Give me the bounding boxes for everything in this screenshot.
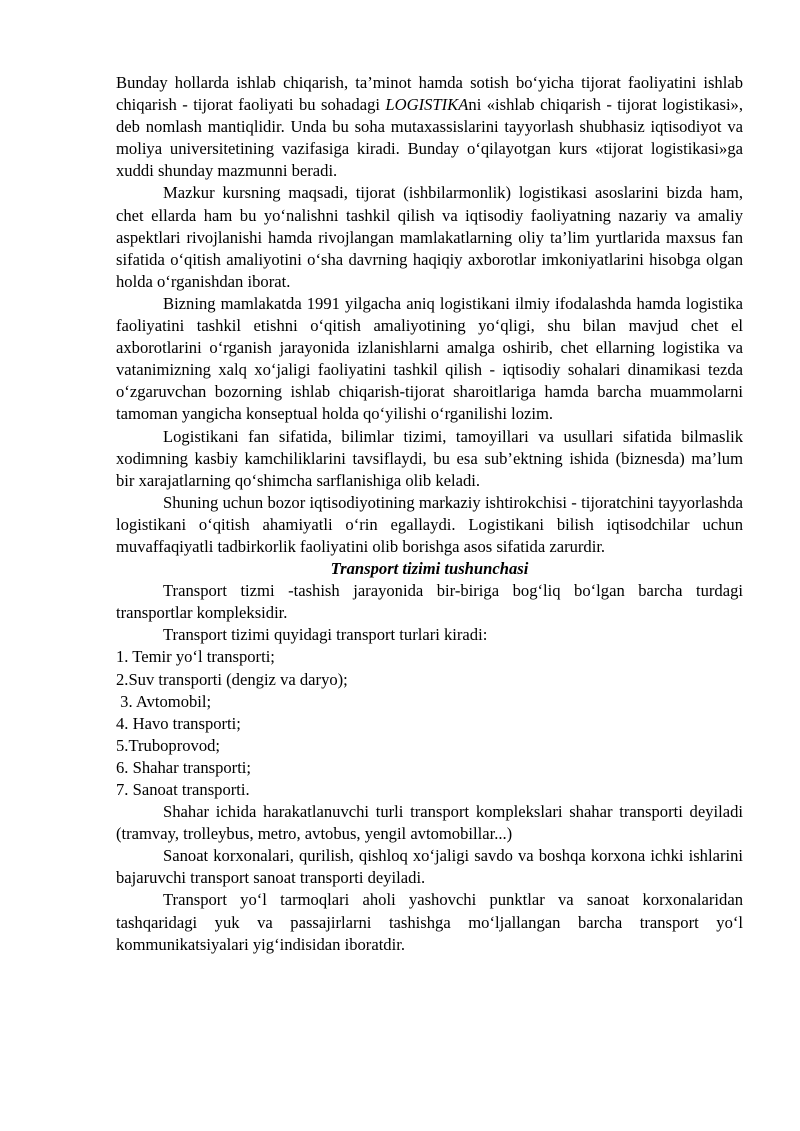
list-item: 6. Shahar transporti; (116, 757, 252, 777)
list-item: 3. Avtomobil; (116, 691, 212, 711)
paragraph-history: Bizning mamlakatda 1991 yilgacha aniq logistikani ilmiy ifodalashda hamda logistika faoliyatini tashkil etishni o‘qitish amaliyotining yo‘qligi, shu bilan mavjud chet el axborotlarini o‘rganish jarayonida izlanishlarni amalga oshirib, chet ellarning logistika va vatanimizning xalq xo‘jaligi faoliyatini tashkil qilish - iqtisodiy sohalari dinamikasi tezda o‘zgaruvchan bozorning ishlab chiqarish-tijorat sharoitlariga hamda barcha muammolarni tamoman yangicha konseptual holda qo‘yilishi o‘rganilishi lozim. (116, 293, 743, 424)
paragraph-transport-types-intro: Transport tizimi quyidagi transport turlari kiradi: (163, 625, 488, 645)
paragraph-road-networks: Transport yo‘l tarmoqlari aholi yashovchi punktlar va sanoat korxonalaridan tashqaridagi yuk va passajirlarni tashishga mo‘ljallangan barcha transport yo‘l kommunikatsiyalari yig‘indisidan iboratdir. (116, 890, 743, 954)
paragraph-industrial-transport: Sanoat korxonalari, qurilish, qishloq xo‘jaligi savdo va boshqa korxona ichki ishlarini bajaruvchi transport sanoat transporti deyiladi. (116, 846, 743, 888)
paragraph-intro (116, 72, 743, 182)
list-item: 7. Sanoat transporti. (116, 780, 250, 799)
logistika-term: LOGISTIKA (385, 95, 469, 115)
paragraph-city-transport: Shahar ichida harakatlanuvchi turli transport komplekslari shahar transporti deyiladi (tramvay, trolleybus, metro, avtobus, yengil avtomobillar...) (116, 802, 743, 844)
transport-list (116, 646, 743, 801)
section-heading: Transport tizimi tushunchasi (330, 559, 529, 579)
paragraph-transport-definition: Transport tizmi -tashish jarayonida bir-biriga bog‘liq bo‘lgan barcha turdagi transportlar kompleksidir. (116, 581, 743, 623)
paragraph-intro-start: Bunday hollarda ishlab chiqarish, ta’minot hamda sotish bo‘yicha tijorat faoliyatini ishlab chiqarish - tijorat faoliyati bu sohadagi (116, 73, 743, 115)
list-item: 4. Havo transporti; (116, 713, 241, 733)
list-item: 5.Truboprovod; (116, 735, 221, 755)
list-item: 1. Temir yo‘l transporti; (116, 647, 275, 667)
list-item: 2.Suv transporti (dengiz va daryo); (116, 669, 348, 689)
paragraph-importance: Shuning uchun bozor iqtisodiyotining markaziy ishtirokchisi - tijoratchini tayyorlashda logistikani o‘qitish ahamiyatli o‘rin egallaydi. Logistikani bilish iqtisodchilar uchun muvaffaqiyatli tadbirkorlik faoliyatini olib borishga asos sifatida zarurdir. (116, 492, 743, 556)
paragraph-intro-end: ni «ishlab chiqarish - tijorat logistikasi», deb nomlash mantiqlidir. Unda bu soha mutaxassislarini tayyorlash shubhasiz iqtisodiyot va moliya universitetining vazifasiga kiradi. Bunday o‘qilayotgan kurs «tijorat logistikasi»ga xuddi shunday mazmunni beradi. (116, 95, 743, 181)
paragraph-knowledge: Logistikani fan sifatida, bilimlar tizimi, tamoyillari va usullari sifatida bilmaslik xodimning kasbiy kamchiliklarini tavsiflaydi, bu esa sub’ektning ishida (biznesda) ma’lum bir xarajatlarning qo‘shimcha sarflanishiga olib keladi. (116, 426, 743, 490)
paragraph-course-goal: Mazkur kursning maqsadi, tijorat (ishbilarmonlik) logistikasi asoslarini bizda ham, chet ellarda ham bu yo‘nalishni tashkil qilish va iqtisodiy faoliyatning nazariy va amaliy aspektlari rivojlanishi hamda rivojlangan mamlakatlarning oliy ta’lim yurtlarida maxsus fan sifatida o‘qitish amaliyotini o‘sha davrning haqiqiy axborotlar imkoniyatlarini hisobga olgan holda o‘rganishdan iborat. (116, 183, 743, 291)
